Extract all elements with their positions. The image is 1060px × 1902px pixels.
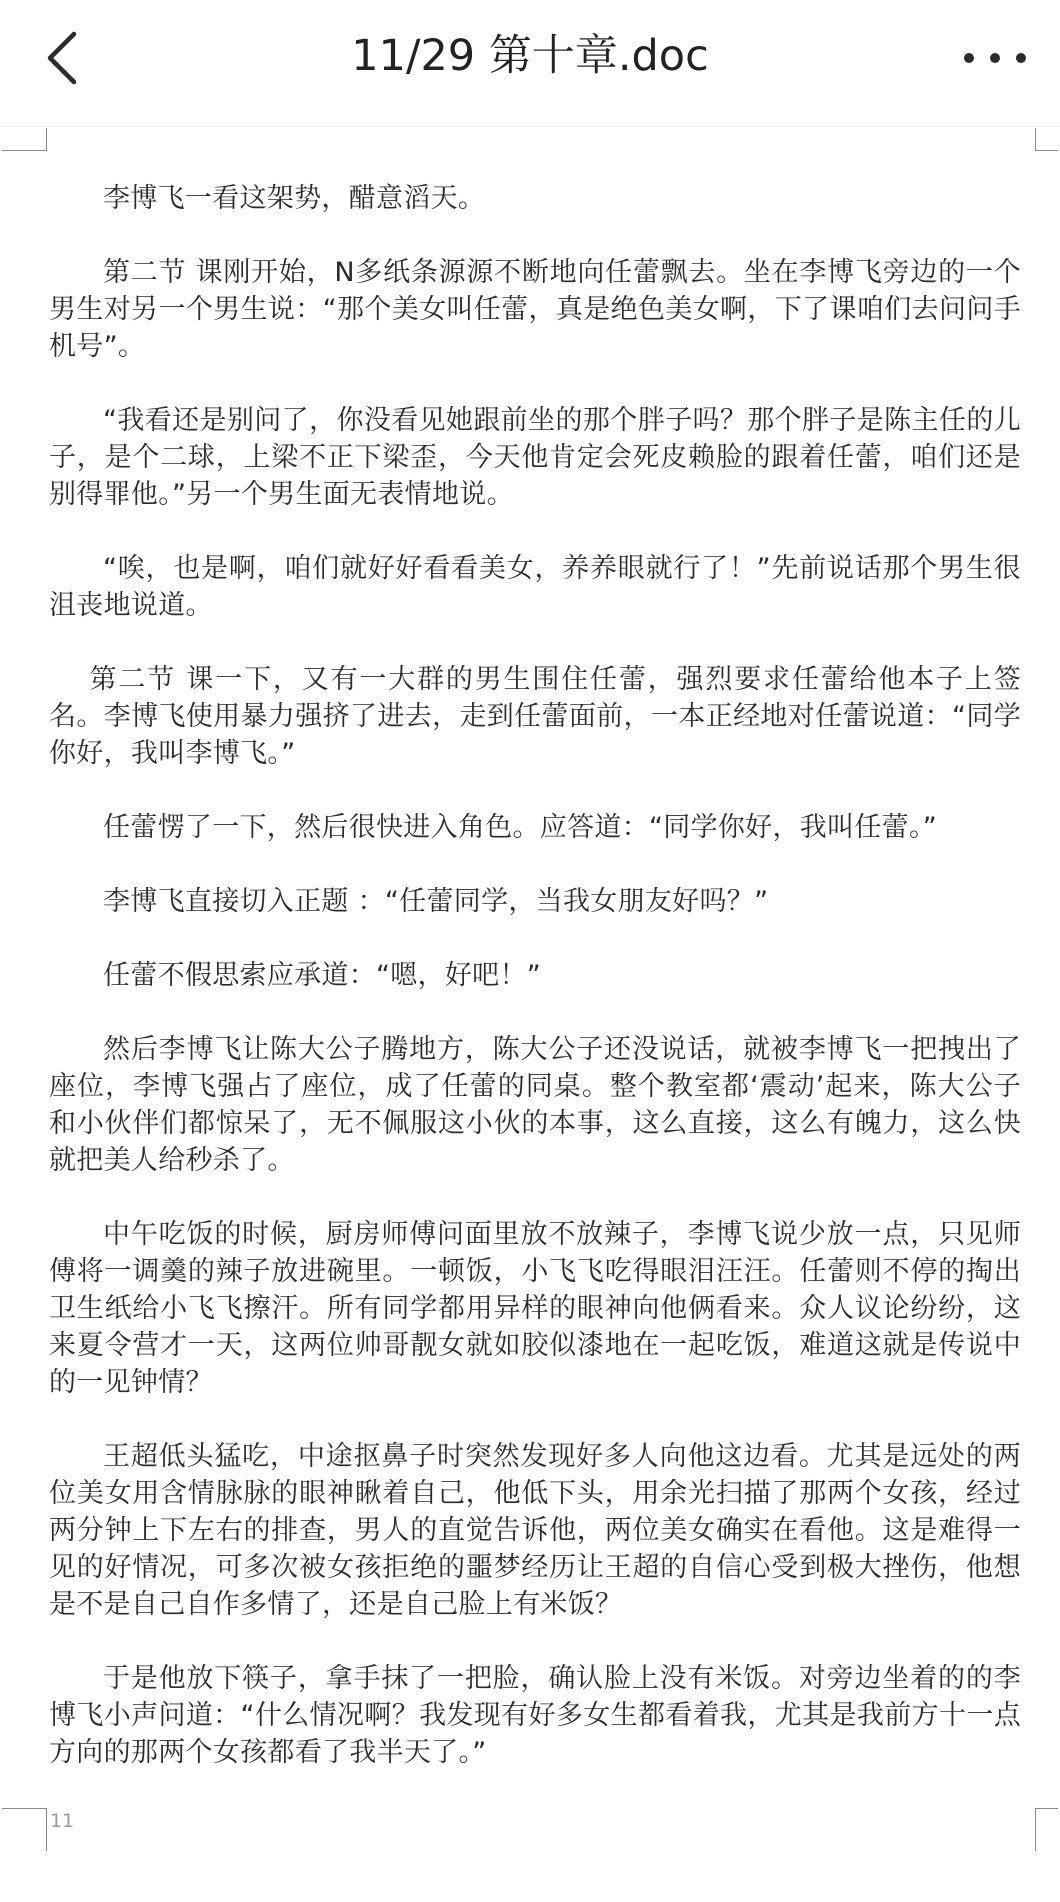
chevron-left-icon xyxy=(38,20,102,96)
back-button[interactable] xyxy=(38,20,102,96)
paragraph: 然后李博飞让陈大公子腾地方，陈大公子还没说话，就被李博飞一把拽出了座位，李博飞强占了座位，成了任蕾的同桌。整个教室都‘震动’起来，陈大公子和小伙伴们都惊呆了，无不佩服这小伙的本事，这么直接，这么有魄力，这么快就把美人给秒杀了。 xyxy=(49,1034,1021,1176)
document-body xyxy=(49,180,1021,1808)
paragraph: 任蕾愣了一下，然后很快进入角色。应答道：“同学你好，我叫任蕾。” xyxy=(103,812,938,843)
page-number: 11 xyxy=(50,1810,75,1832)
more-horizontal-icon xyxy=(952,28,1038,88)
app-header xyxy=(0,0,1060,127)
document-title: 11/29 第十章.doc xyxy=(351,31,709,81)
paragraph: 中午吃饭的时候，厨房师傅问面里放不放辣子，李博飞说少放一点，只见师傅将一调羹的辣子放进碗里。一顿饭，小飞飞吃得眼泪汪汪。任蕾则不停的掏出卫生纸给小飞飞擦汗。所有同学都用异样的眼神向他俩看来。众人议论纷纷，这来夏令营才一天，这两位帅哥靓女就如胶似漆地在一起吃饭，难道这就是传说中的一见钟情？ xyxy=(49,1219,1021,1398)
more-options-button[interactable] xyxy=(952,28,1038,88)
page-corner-mark-top-left xyxy=(2,128,47,151)
page-corner-mark-bottom-right xyxy=(1035,1808,1058,1851)
paragraph: 任蕾不假思索应承道：“嗯，好吧！” xyxy=(103,960,542,991)
page-corner-mark-top-right xyxy=(1035,128,1058,151)
paragraph: 李博飞一看这架势，醋意滔天。 xyxy=(103,183,486,214)
paragraph: 李博飞直接切入正题 ：“任蕾同学，当我女朋友好吗？” xyxy=(103,886,769,917)
paragraph: 第二节 课刚开始，N多纸条源源不断地向任蕾飘去。坐在李博飞旁边的一个男生对另一个男生说：“那个美女叫任蕾，真是绝色美女啊，下了课咱们去问问手机号”。 xyxy=(49,257,1021,362)
paragraph: “我看还是别问了，你没看见她跟前坐的那个胖子吗？那个胖子是陈主任的儿子，是个二球，上梁不正下梁歪，今天他肯定会死皮赖脸的跟着任蕾，咱们还是别得罪他。”另一个男生面无表情地说。 xyxy=(49,405,1021,510)
paragraph: 于是他放下筷子，拿手抹了一把脸，确认脸上没有米饭。对旁边坐着的的李博飞小声问道：“什么情况啊？我发现有好多女生都看着我，尤其是我前方十一点方向的那两个女孩都看了我半天了。” xyxy=(49,1663,1021,1768)
page-corner-mark-bottom-left xyxy=(2,1808,47,1851)
paragraph: 王超低头猛吃，中途抠鼻子时突然发现好多人向他这边看。尤其是远处的两位美女用含情脉脉的眼神瞅着自己，他低下头，用余光扫描了那两个女孩，经过两分钟上下左右的排查，男人的直觉告诉他，两位美女确实在看他。这是难得一见的好情况，可多次被女孩拒绝的噩梦经历让王超的自信心受到极大挫伤，他想是不是自己自作多情了，还是自己脸上有米饭？ xyxy=(49,1441,1021,1620)
paragraph: 第二节 课一下，又有一大群的男生围住任蕾，强烈要求任蕾给他本子上签名。李博飞使用暴力强挤了进去，走到任蕾面前，一本正经地对任蕾说道：“同学你好，我叫李博飞。” xyxy=(49,664,1021,769)
paragraph: “唉，也是啊，咱们就好好看看美女，养养眼就行了！”先前说话那个男生很沮丧地说道。 xyxy=(49,553,1021,621)
